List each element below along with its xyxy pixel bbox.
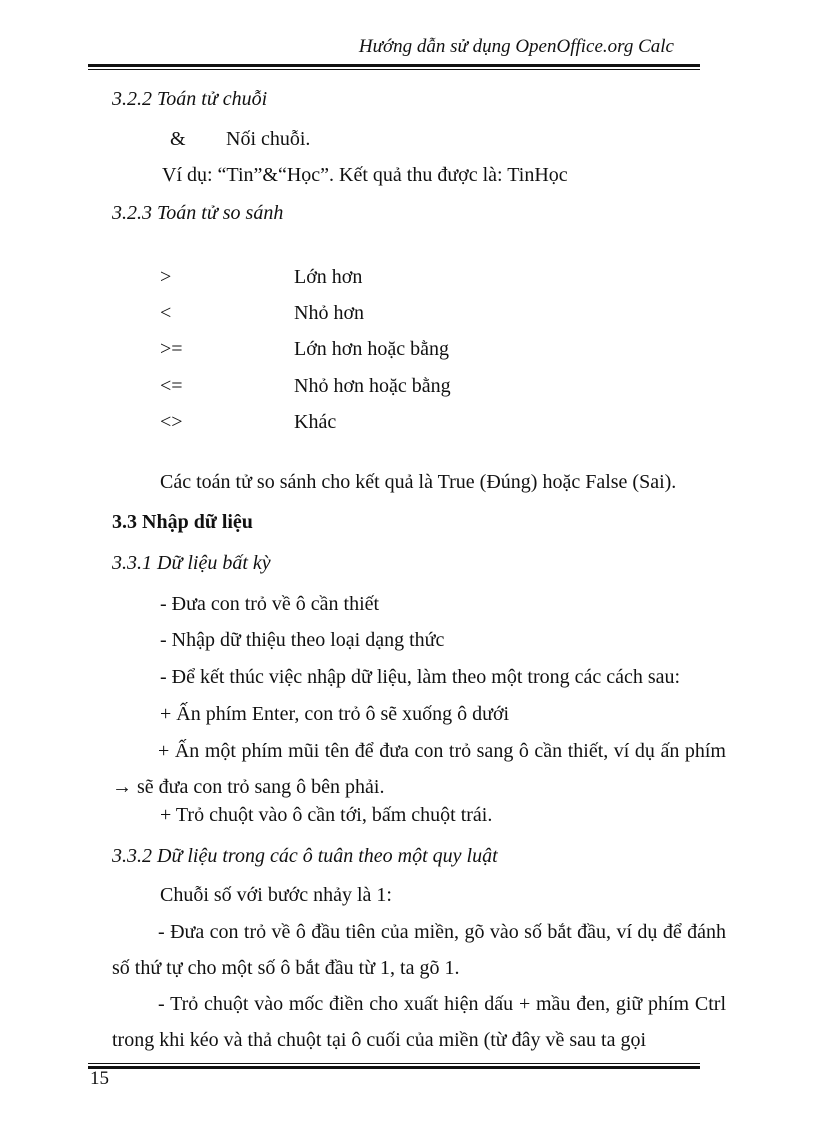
operator-description: Nối chuỗi. (226, 128, 311, 150)
operator-symbol: >= (160, 338, 183, 360)
operator-description: Lớn hơn (294, 266, 363, 288)
operator-description: Khác (294, 411, 337, 433)
paragraph-first-cell: - Đưa con trỏ về ô đầu tiên của miền, gõ vào số bắt đầu, ví dụ để đánh số thứ tự cho một số ô bắt đầu từ 1, ta gõ 1. (112, 921, 726, 979)
operator-symbol: & (170, 128, 186, 150)
example-line: Ví dụ: “Tin”&“Học”. Kết quả thu được là: TinHọc (162, 164, 568, 186)
list-item: - Để kết thúc việc nhập dữ liệu, làm theo một trong các cách sau: (160, 666, 681, 688)
section-heading-3-2-3: 3.2.3 Toán tử so sánh (112, 202, 284, 224)
comparison-note: Các toán tử so sánh cho kết quả là True (Đúng) hoặc False (Sai). (160, 471, 677, 493)
section-heading-3-3: 3.3 Nhập dữ liệu (112, 511, 253, 533)
page-header-title: Hướng dẫn sử dụng OpenOffice.org Calc (358, 36, 674, 57)
operator-symbol: <= (160, 375, 183, 397)
operator-description: Lớn hơn hoặc bằng (294, 338, 449, 360)
operator-symbol: < (160, 302, 172, 324)
header-rule-thick (88, 64, 700, 67)
footer-rule-thin (88, 1063, 700, 1064)
list-item: - Đưa con trỏ về ô cần thiết (160, 593, 380, 615)
list-item: - Nhập dữ thiệu theo loại dạng thức (160, 629, 445, 651)
list-item: + Trỏ chuột vào ô cần tới, bấm chuột trái. (160, 804, 493, 826)
operator-description: Nhỏ hơn hoặc bằng (294, 375, 451, 397)
operator-description: Nhỏ hơn (294, 302, 365, 324)
section-heading-3-3-2: 3.3.2 Dữ liệu trong các ô tuân theo một quy luật (112, 845, 498, 867)
section-heading-3-2-2: 3.2.2 Toán tử chuỗi (112, 88, 268, 110)
footer-rule-thick (88, 1066, 700, 1069)
intro-line: Chuỗi số với bước nhảy là 1: (160, 884, 392, 906)
paragraph-drag-fill: - Trỏ chuột vào mốc điền cho xuất hiện dấu + mầu đen, giữ phím Ctrl trong khi kéo và thả chuột tại ô cuối của miền (từ đây về sau ta gọi (112, 993, 726, 1051)
operator-symbol: <> (160, 411, 183, 433)
operator-symbol: > (160, 266, 172, 288)
header-rule-thin (88, 69, 700, 70)
section-heading-3-3-1: 3.3.1 Dữ liệu bất kỳ (112, 552, 271, 574)
page-number: 15 (90, 1068, 109, 1089)
paragraph-arrow-key: + Ấn một phím mũi tên để đưa con trỏ sang ô cần thiết, ví dụ ấn phím → sẽ đưa con trỏ sang ô bên phải. (112, 740, 726, 798)
list-item: + Ấn phím Enter, con trỏ ô sẽ xuống ô dưới (160, 703, 510, 725)
